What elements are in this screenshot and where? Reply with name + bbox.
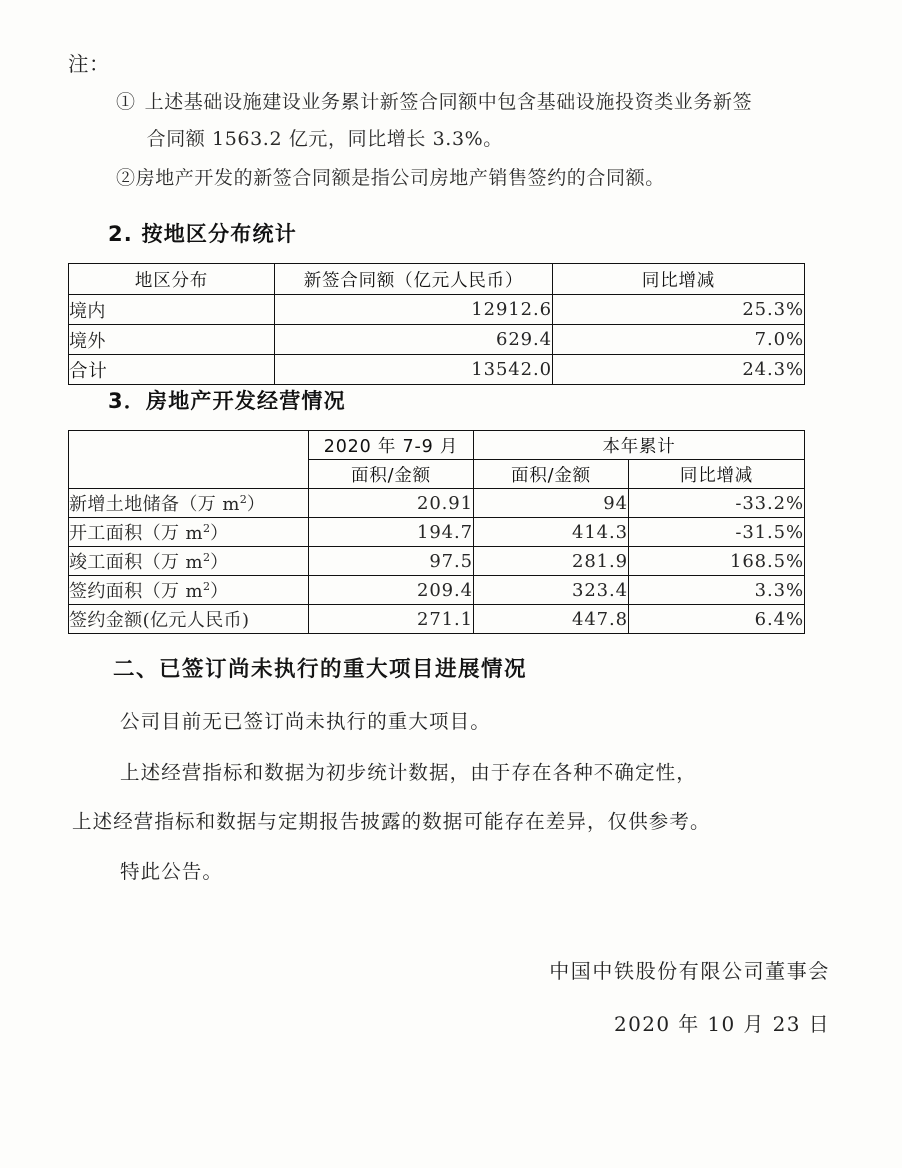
table-row — [69, 576, 805, 605]
note-marker-2: ② — [116, 166, 136, 189]
section-2-heading: 2. 按地区分布统计 — [108, 222, 297, 246]
label-tail: ） — [210, 552, 229, 573]
col-header-change: 同比增减 — [553, 264, 805, 295]
signature-date: 2020 年 10 月 23 日 — [614, 1012, 830, 1036]
row-ytd-completed-area: 281.9 — [474, 547, 629, 576]
row-ytd-started-area: 414.3 — [474, 518, 629, 547]
label-tail: ） — [210, 581, 229, 602]
paragraph-announcement-close: 特此公告。 — [120, 860, 224, 883]
paragraph-disclaimer-line-1: 上述经营指标和数据为初步统计数据，由于存在各种不确定性， — [120, 761, 697, 784]
row-label-started-area — [69, 518, 309, 547]
notes-label: 注： — [68, 52, 110, 76]
row-label-domestic: 境内 — [69, 295, 275, 325]
table-row — [69, 489, 805, 518]
row-label-total: 合计 — [69, 355, 275, 385]
table-row-group-header — [69, 431, 805, 460]
note-1-line-2: 合同额 1563.2 亿元，同比增长 3.3%。 — [146, 127, 503, 150]
table-row — [69, 518, 805, 547]
row-quarter-contracted-amount: 271.1 — [309, 605, 474, 634]
label-superscript: 2 — [203, 551, 211, 564]
table-row-total — [69, 355, 805, 385]
note-item-1 — [68, 84, 838, 158]
paragraph-disclaimer-line-2: 上述经营指标和数据与定期报告披露的数据可能存在差异，仅供参考。 — [72, 810, 711, 833]
row-change-started-area: -31.5% — [629, 518, 805, 547]
note-item-2 — [68, 160, 838, 197]
table-row — [69, 605, 805, 634]
table-row — [69, 325, 805, 355]
notes-block — [68, 52, 838, 197]
row-label-contracted-area — [69, 576, 309, 605]
note-2-line-1: 房地产开发的新签合同额是指公司房地产销售签约的合同额。 — [135, 166, 665, 189]
row-amount-domestic: 12912.6 — [275, 295, 553, 325]
real-estate-table — [68, 430, 805, 634]
row-change-total: 24.3% — [553, 355, 805, 385]
row-change-contracted-area: 3.3% — [629, 576, 805, 605]
table-row-header — [69, 264, 805, 295]
row-change-completed-area: 168.5% — [629, 547, 805, 576]
col-header-amount: 新签合同额（亿元人民币） — [275, 264, 553, 295]
row-change-overseas: 7.0% — [553, 325, 805, 355]
label-tail: ） — [210, 523, 229, 544]
row-label-contracted-amount — [69, 605, 309, 634]
row-quarter-contracted-area: 209.4 — [309, 576, 474, 605]
row-change-domestic: 25.3% — [553, 295, 805, 325]
label-tail: ） — [246, 494, 266, 515]
row-ytd-new-land: 94 — [474, 489, 629, 518]
label-text: 竣工面积（万 m — [69, 552, 203, 573]
label-superscript: 2 — [203, 522, 211, 535]
label-text: 签约金额(亿元人民币) — [69, 610, 250, 631]
row-amount-overseas: 629.4 — [275, 325, 553, 355]
col-header-metric — [69, 431, 309, 489]
row-label-new-land — [69, 489, 309, 518]
sub-header-ytd-value: 面积/金额 — [474, 460, 629, 489]
row-label-completed-area — [69, 547, 309, 576]
table-row — [69, 547, 805, 576]
row-quarter-new-land: 20.91 — [309, 489, 474, 518]
row-change-new-land: -33.2% — [629, 489, 805, 518]
row-quarter-completed-area: 97.5 — [309, 547, 474, 576]
signature-company: 中国中铁股份有限公司董事会 — [549, 959, 830, 983]
paragraph-no-major-projects: 公司目前无已签订尚未执行的重大项目。 — [120, 710, 491, 733]
row-ytd-contracted-amount: 447.8 — [474, 605, 629, 634]
sub-header-ytd-change: 同比增减 — [629, 460, 805, 489]
sub-header-quarter-value: 面积/金额 — [309, 460, 474, 489]
section-two-heading: 二、已签订尚未执行的重大项目进展情况 — [113, 657, 528, 682]
col-header-ytd: 本年累计 — [474, 431, 805, 460]
label-superscript: 2 — [203, 580, 211, 593]
label-text: 新增土地储备（万 m — [69, 494, 240, 515]
region-distribution-table — [68, 263, 805, 385]
col-header-region: 地区分布 — [69, 264, 275, 295]
row-label-overseas: 境外 — [69, 325, 275, 355]
note-body-1 — [145, 84, 838, 158]
row-amount-total: 13542.0 — [275, 355, 553, 385]
label-text: 开工面积（万 m — [69, 523, 203, 544]
table-row — [69, 295, 805, 325]
row-change-contracted-amount: 6.4% — [629, 605, 805, 634]
note-marker-1: ① — [116, 90, 136, 113]
note-1-line-1: 上述基础设施建设业务累计新签合同额中包含基础设施投资类业务新签 — [144, 90, 753, 113]
row-quarter-started-area: 194.7 — [309, 518, 474, 547]
row-ytd-contracted-area: 323.4 — [474, 576, 629, 605]
col-header-quarter: 2020 年 7-9 月 — [309, 431, 474, 460]
label-text: 签约面积（万 m — [69, 581, 203, 602]
section-3-heading: 3．房地产开发经营情况 — [108, 389, 346, 413]
label-superscript: 2 — [239, 493, 247, 506]
